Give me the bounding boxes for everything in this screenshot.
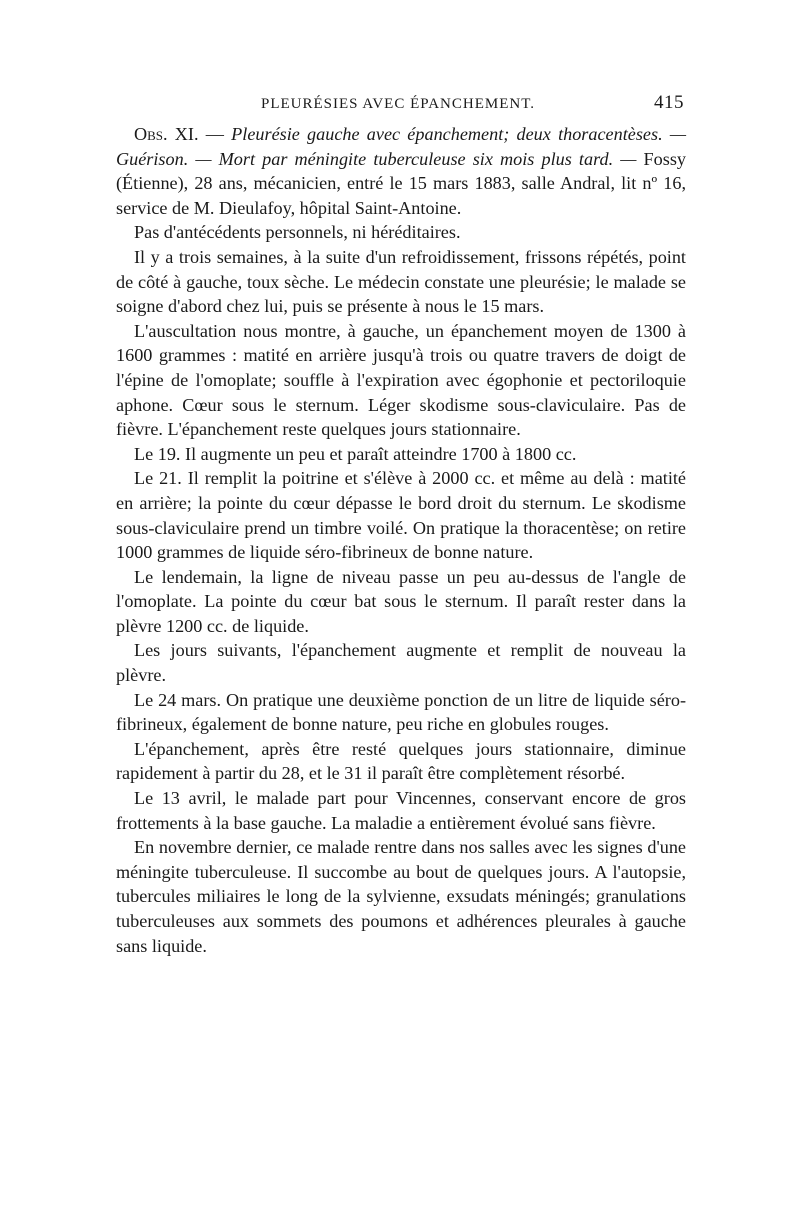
paragraph: L'épanchement, après être resté quelques jours stationnaire, diminue rapidement à partir du 28, et le 31 il paraît être complètement résorbé. <box>116 738 686 784</box>
observation-heading <box>116 122 686 220</box>
page-number: 415 <box>654 92 684 113</box>
paragraph: Le lendemain, la ligne de niveau passe un peu au-dessus de l'angle de l'omoplate. La pointe du cœur bat sous le sternum. Il paraît rester dans la plèvre 1200 cc. de liquide. <box>116 566 686 636</box>
paragraph: Les jours suivants, l'épanchement augmente et remplit de nouveau la plèvre. <box>116 640 686 686</box>
book-page <box>116 92 686 958</box>
running-title: PLEURÉSIES AVEC ÉPANCHEMENT. <box>261 96 536 112</box>
paragraph: Il y a trois semaines, à la suite d'un refroidissement, frissons répétés, point de côté à gauche, toux sèche. Le médecin constate une pleurésie; le malade se soigne d'abord chez lui, puis se présente à nous le 15 mars. <box>116 246 686 317</box>
paragraph: En novembre dernier, ce malade rentre dans nos salles avec les signes d'une méningite tuberculeuse. Il succombe au bout de quelques jours. A l'autopsie, tubercules miliaires le long de la sylvienne, exsudats méningés; granulations tuberculeuses aux sommets des poumons et adhérences pleurales à gauche sans liquide. <box>116 837 686 956</box>
observation-label: Obs. XI. — <box>134 124 224 144</box>
running-head <box>116 92 686 122</box>
paragraph: Pas d'antécédents personnels, ni héréditaires. <box>134 222 461 243</box>
paragraph: Le 13 avril, le malade part pour Vincennes, conservant encore de gros frottements à la base gauche. La maladie a entièrement évolué sans fièvre. <box>116 788 686 833</box>
paragraph: Le 21. Il remplit la poitrine et s'élève à 2000 cc. et même au delà : matité en arrière; la pointe du cœur dépasse le bord droit du sternum. Le skodisme sous-claviculaire prend un timbre voilé. On pratique la thoracentèse; on retire 1000 grammes de liquide séro-fibrineux de bonne nature. <box>116 468 686 563</box>
paragraph: L'auscultation nous montre, à gauche, un épanchement moyen de 1300 à 1600 grammes : matité en arrière jusqu'à trois ou quatre travers de doigt de l'épine de l'omoplate; souffle à l'expiration avec égophonie et pectoriloquie aphone. Cœur sous le sternum. Léger skodisme sous-claviculaire. Pas de fièvre. L'épanchement reste quelques jours stationnaire. <box>116 320 686 440</box>
observation-intro: Fossy (Étienne), 28 ans, mécanicien, entré le 15 mars 1883, salle Andral, lit nº 16, service de M. Dieulafoy, hôpital Saint-Antoine. <box>116 148 686 218</box>
paragraph: Le 19. Il augmente un peu et paraît atteindre 1700 à 1800 cc. <box>134 443 577 464</box>
observation-title: Pleurésie gauche avec épanchement; deux thoracentèses. — Guérison. — Mort par méningite tuberculeuse six mois plus tard. — <box>116 124 686 169</box>
paragraph: Le 24 mars. On pratique une deuxième ponction de un litre de liquide séro-fibrineux, également de bonne nature, peu riche en globules rouges. <box>116 689 686 735</box>
